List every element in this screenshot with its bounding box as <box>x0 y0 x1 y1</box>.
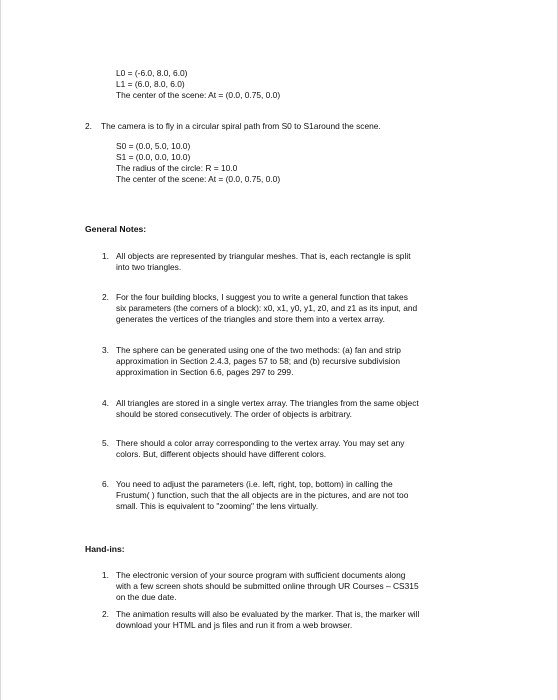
coord-l0: L0 = (-6.0, 8.0, 6.0) <box>116 68 188 78</box>
coord-l1: L1 = (6.0, 8.0, 6.0) <box>116 79 185 90</box>
general-note-item-number: 6. <box>102 479 109 489</box>
general-note-item-text <box>116 345 488 378</box>
general-note-item-line: approximation in Section 6.6, pages 297 to 299. <box>116 367 294 378</box>
hand-in-item-line: with a few screen shots should be submitted online through UR Courses – CS315 <box>116 581 419 592</box>
general-note-item-line: six parameters (the corners of a block): x0, x1, y0, y1, z0, and z1 as its input, and <box>116 303 418 314</box>
hand-in-item-line: on the due date. <box>116 592 177 603</box>
hand-in-item-number: 1. <box>102 570 109 580</box>
list-item-text: The camera is to fly in a circular spiral path from S0 to S1around the scene. <box>101 121 381 131</box>
hand-in-item-number: 2. <box>102 609 109 619</box>
general-note-item-text <box>116 398 488 420</box>
camera-coordinates-2 <box>116 141 280 185</box>
general-note-item-line: All triangles are stored in a single vertex array. The triangles from the same object <box>116 398 419 408</box>
general-note-item-line: The sphere can be generated using one of the two methods: (a) fan and strip <box>116 345 401 355</box>
general-note-item-line: into two triangles. <box>116 262 182 273</box>
general-note-item-text <box>116 292 488 325</box>
general-note-item-number: 1. <box>102 251 109 261</box>
general-note-item-number: 3. <box>102 345 109 355</box>
hand-ins-heading: Hand-ins: <box>85 544 125 554</box>
general-notes-heading: General Notes: <box>85 224 147 234</box>
general-note-item-text <box>116 251 488 273</box>
general-note-item-text <box>116 438 488 460</box>
page-left-edge <box>0 0 1 700</box>
scene-center-1: The center of the scene: At = (0.0, 0.75, 0.0) <box>116 90 281 101</box>
hand-in-item-line: The electronic version of your source program with sufficient documents along <box>116 570 406 580</box>
camera-coordinates-1 <box>116 68 280 101</box>
general-note-item-number: 5. <box>102 438 109 448</box>
general-note-item-line: should be stored consecutively. The order of objects is arbitrary. <box>116 409 353 420</box>
general-note-item-line: colors. But, different objects should have different colors. <box>116 449 327 460</box>
hand-in-item-text <box>116 609 488 631</box>
general-note-item-number: 2. <box>102 292 109 302</box>
hand-in-item-line: download your HTML and js files and run it from a web browser. <box>116 620 353 631</box>
general-note-item-line: All objects are represented by triangular meshes. That is, each rectangle is split <box>116 251 411 261</box>
general-note-item-line: generates the vertices of the triangles and store them into a vertex array. <box>116 314 385 325</box>
hand-in-item-text <box>116 570 488 603</box>
general-note-item-number: 4. <box>102 398 109 408</box>
general-note-item-line: small. This is equivalent to "zooming" the lens virtually. <box>116 501 319 512</box>
circle-radius: The radius of the circle: R = 10.0 <box>116 163 238 174</box>
coord-s0: S0 = (0.0, 5.0, 10.0) <box>116 141 191 151</box>
scene-center-2: The center of the scene: At = (0.0, 0.75, 0.0) <box>116 174 281 185</box>
hand-in-item-line: The animation results will also be evaluated by the marker. That is, the marker will <box>116 609 420 619</box>
general-note-item-text <box>116 479 488 512</box>
general-note-item-line: approximation in Section 2.4.3, pages 57 to 58; and (b) recursive subdivision <box>116 356 400 367</box>
list-item-number: 2. <box>85 121 92 131</box>
coord-s1: S1 = (0.0, 0.0, 10.0) <box>116 152 191 163</box>
general-note-item-line: There should a color array corresponding to the vertex array. You may set any <box>116 438 405 448</box>
general-note-item-line: You need to adjust the parameters (i.e. left, right, top, bottom) in calling the <box>116 479 393 489</box>
general-note-item-line: For the four building blocks, I suggest you to write a general function that takes <box>116 292 408 302</box>
general-note-item-line: Frustum( ) function, such that the all objects are in the pictures, and are not too <box>116 490 409 501</box>
